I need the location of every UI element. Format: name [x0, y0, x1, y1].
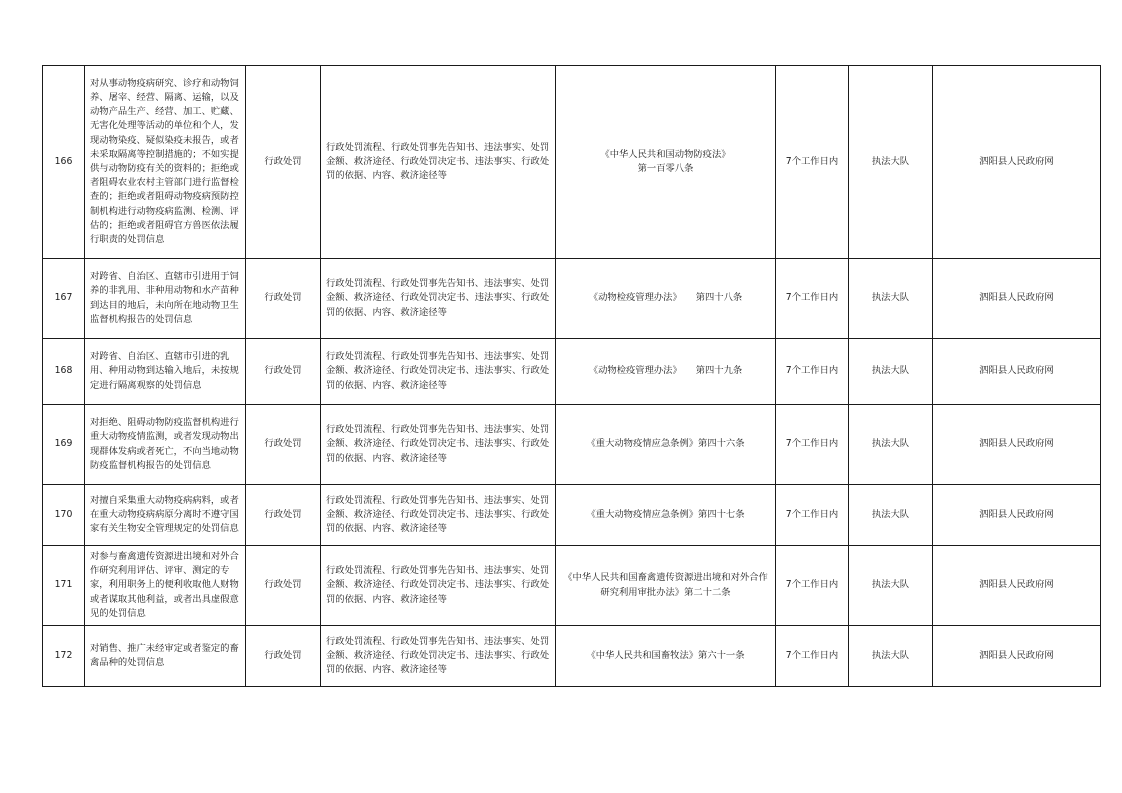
disclosure-channel: 泗阳县人民政府网 — [933, 259, 1101, 339]
legal-basis — [556, 339, 776, 405]
item-text: 对参与畜禽遗传资源进出境和对外合作研究利用评估、评审、测定的专家，利用职务上的便利收取他人财物或者谋取其他利益，或者出具虚假意见的处罚信息 — [90, 550, 239, 619]
disclosure-content: 行政处罚流程、行政处罚事先告知书、违法事实、处罚金额、救济途径、行政处罚决定书、违法事实、行政处罚的依据、内容、救济途径等 — [321, 66, 556, 259]
table-row — [43, 405, 1101, 485]
legal-basis-law: 《重大动物疫情应急条例》第四十七条 — [586, 508, 745, 520]
legal-basis-law: 《中华人民共和国畜禽遗传资源进出境和对外合作研究利用审批办法》第二十二条 — [563, 572, 768, 598]
item-name — [85, 339, 246, 405]
legal-basis-law: 《中华人民共和国动物防疫法》 — [600, 148, 731, 160]
legal-basis — [556, 405, 776, 485]
row-number: 168 — [43, 339, 85, 405]
item-text: 对从事动物疫病研究、诊疗和动物饲养、屠宰、经营、隔离、运输，以及动物产品生产、经营、加工、贮藏、无害化处理等活动的单位和个人，发现动物染疫、疑似染疫未报告，或者未采取隔离等控制措施的；不如实提供与动物防疫有关的资料的；拒绝或者阻碍农业农村主管部门进行监督检查的；拒绝或者阻碍动物疫病预防控制机构进行动物疫病监测、检测、评估的；拒绝或者阻碍官方兽医依法履行职责的处罚信息 — [90, 77, 239, 246]
item-category: 行政处罚 — [246, 626, 321, 687]
table-row — [43, 339, 1101, 405]
legal-basis — [556, 626, 776, 687]
row-number: 166 — [43, 66, 85, 259]
responsible-department: 执法大队 — [849, 66, 933, 259]
legal-basis-law: 《中华人民共和国畜牧法》第六十一条 — [586, 649, 745, 661]
item-name — [85, 405, 246, 485]
item-category: 行政处罚 — [246, 405, 321, 485]
item-category: 行政处罚 — [246, 259, 321, 339]
disclosure-channel: 泗阳县人民政府网 — [933, 405, 1101, 485]
disclosure-content: 行政处罚流程、行政处罚事先告知书、违法事实、处罚金额、救济途径、行政处罚决定书、违法事实、行政处罚的依据、内容、救济途径等 — [321, 626, 556, 687]
item-text: 对擅自采集重大动物疫病病料，或者在重大动物疫病病原分离时不遵守国家有关生物安全管理规定的处罚信息 — [90, 494, 239, 535]
row-number: 172 — [43, 626, 85, 687]
row-number: 167 — [43, 259, 85, 339]
item-text: 对跨省、自治区、直辖市引进的乳用、种用动物到达输入地后，未按规定进行隔离观察的处罚信息 — [90, 351, 239, 391]
item-text: 对拒绝、阻碍动物防疫监督机构进行重大动物疫情监测，或者发现动物出现群体发病或者死亡，不向当地动物防疫监督机构报告的处罚信息 — [90, 417, 239, 471]
disclosure-channel: 泗阳县人民政府网 — [933, 546, 1101, 626]
responsible-department: 执法大队 — [849, 485, 933, 546]
disclosure-timeframe: 7个工作日内 — [776, 259, 849, 339]
legal-basis-law: 《动物检疫管理办法》 第四十八条 — [588, 292, 743, 304]
item-name — [85, 626, 246, 687]
responsible-department: 执法大队 — [849, 339, 933, 405]
row-number: 169 — [43, 405, 85, 485]
table-row — [43, 66, 1101, 259]
disclosure-content: 行政处罚流程、行政处罚事先告知书、违法事实、处罚金额、救济途径、行政处罚决定书、违法事实、行政处罚的依据、内容、救济途径等 — [321, 339, 556, 405]
legal-basis — [556, 66, 776, 259]
item-category: 行政处罚 — [246, 339, 321, 405]
disclosure-channel: 泗阳县人民政府网 — [933, 485, 1101, 546]
row-number: 170 — [43, 485, 85, 546]
item-category: 行政处罚 — [246, 546, 321, 626]
responsible-department: 执法大队 — [849, 259, 933, 339]
legal-basis — [556, 546, 776, 626]
disclosure-channel: 泗阳县人民政府网 — [933, 626, 1101, 687]
table-row — [43, 546, 1101, 626]
item-category: 行政处罚 — [246, 485, 321, 546]
disclosure-timeframe: 7个工作日内 — [776, 66, 849, 259]
disclosure-content: 行政处罚流程、行政处罚事先告知书、违法事实、处罚金额、救济途径、行政处罚决定书、违法事实、行政处罚的依据、内容、救济途径等 — [321, 405, 556, 485]
disclosure-content: 行政处罚流程、行政处罚事先告知书、违法事实、处罚金额、救济途径、行政处罚决定书、违法事实、行政处罚的依据、内容、救济途径等 — [321, 485, 556, 546]
responsible-department: 执法大队 — [849, 405, 933, 485]
disclosure-timeframe: 7个工作日内 — [776, 546, 849, 626]
responsible-department: 执法大队 — [849, 546, 933, 626]
disclosure-channel: 泗阳县人民政府网 — [933, 66, 1101, 259]
disclosure-content: 行政处罚流程、行政处罚事先告知书、违法事实、处罚金额、救济途径、行政处罚决定书、违法事实、行政处罚的依据、内容、救济途径等 — [321, 259, 556, 339]
responsible-department: 执法大队 — [849, 626, 933, 687]
disclosure-table — [42, 65, 1101, 687]
disclosure-timeframe: 7个工作日内 — [776, 405, 849, 485]
disclosure-content: 行政处罚流程、行政处罚事先告知书、违法事实、处罚金额、救济途径、行政处罚决定书、违法事实、行政处罚的依据、内容、救济途径等 — [321, 546, 556, 626]
row-number: 171 — [43, 546, 85, 626]
item-name — [85, 485, 246, 546]
disclosure-timeframe: 7个工作日内 — [776, 485, 849, 546]
disclosure-timeframe: 7个工作日内 — [776, 626, 849, 687]
table-row — [43, 626, 1101, 687]
item-text: 对跨省、自治区、直辖市引进用于饲养的非乳用、非种用动物和水产苗种到达目的地后，未向所在地动物卫生监督机构报告的处罚信息 — [90, 271, 239, 325]
legal-basis-article: 第一百零八条 — [637, 163, 694, 174]
item-category: 行政处罚 — [246, 66, 321, 259]
disclosure-channel: 泗阳县人民政府网 — [933, 339, 1101, 405]
legal-basis — [556, 259, 776, 339]
legal-basis-law: 《重大动物疫情应急条例》第四十六条 — [586, 438, 745, 450]
table-row — [43, 259, 1101, 339]
table-row — [43, 485, 1101, 546]
item-name — [85, 66, 246, 259]
item-text: 对销售、推广未经审定或者鉴定的畜禽品种的处罚信息 — [90, 642, 239, 668]
legal-basis-law: 《动物检疫管理办法》 第四十九条 — [588, 365, 743, 377]
disclosure-timeframe: 7个工作日内 — [776, 339, 849, 405]
item-name — [85, 546, 246, 626]
item-name — [85, 259, 246, 339]
legal-basis — [556, 485, 776, 546]
